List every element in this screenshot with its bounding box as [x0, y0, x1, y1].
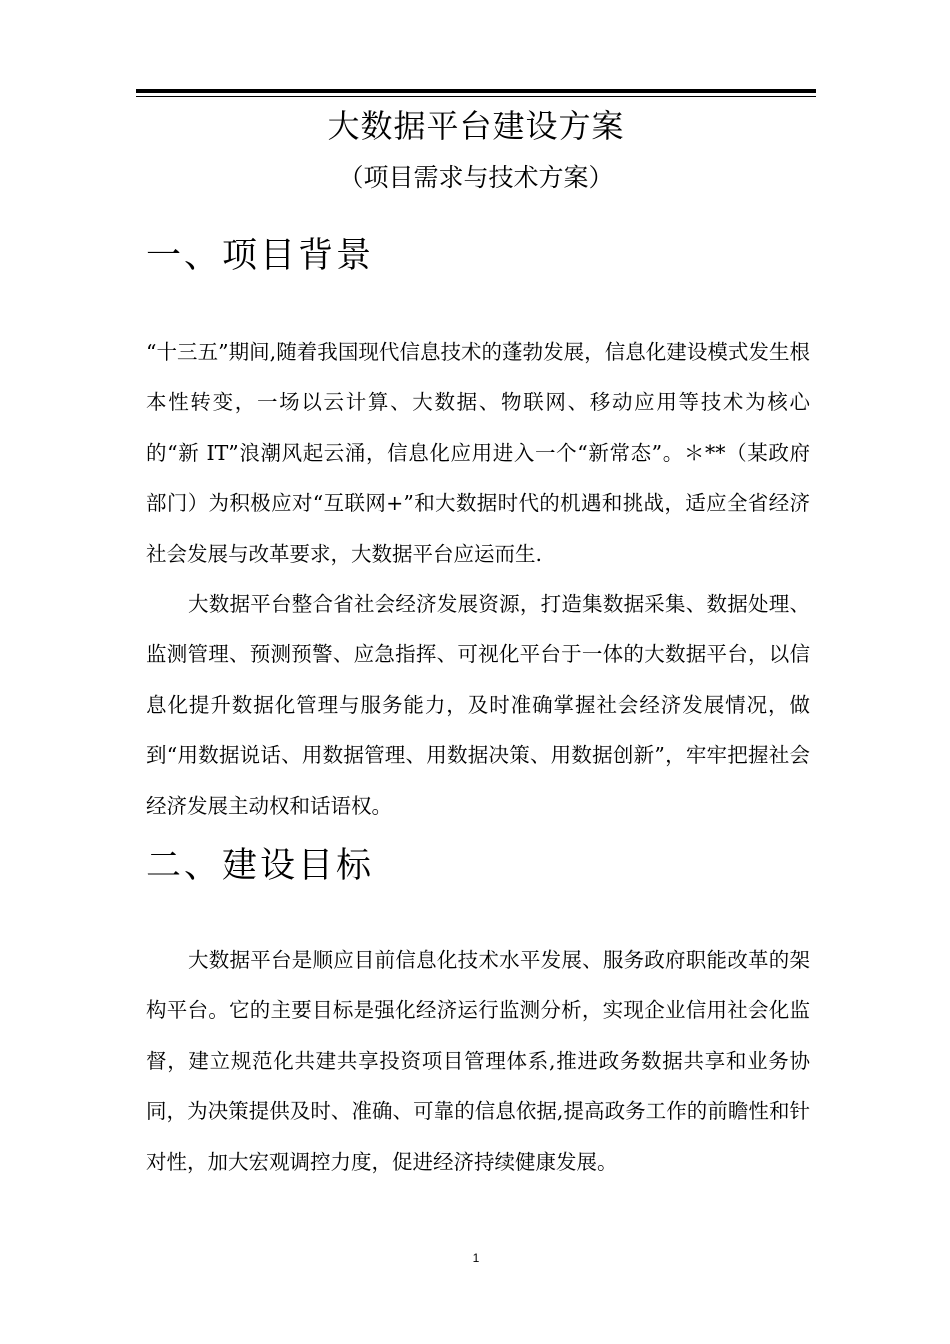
- section-heading-background: 一、项目背景: [146, 236, 375, 276]
- document-subtitle: （项目需求与技术方案）: [338, 163, 614, 192]
- header-rule-thick: [136, 89, 816, 93]
- background-paragraph-1: “十三五”期间,随着我国现代信息技术的蓬勃发展，信息化建设模式发生根本性转变，一场以云计算、大数据、物联网、移动应用等技术为核心的“新 IT”浪潮风起云涌，信息化应用进入一个“新常态”。＊**（某政府部门）为积极应对“互联网+”和大数据时代的机遇和挑战，适应全省经济社会发展与改革要求，大数据平台应运而生.: [146, 340, 810, 566]
- header-rule-thin: [136, 96, 816, 97]
- goals-paragraph-1: 大数据平台是顺应目前信息化技术水平发展、服务政府职能改革的架构平台。它的主要目标是强化经济运行监测分析，实现企业信用社会化监督，建立规范化共建共享投资项目管理体系,推进政务数据共享和业务协同，为决策提供及时、准确、可靠的信息依据,提高政务工作的前瞻性和针对性，加大宏观调控力度，促进经济持续健康发展。: [146, 948, 810, 1174]
- document-title: 大数据平台建设方案: [327, 107, 625, 145]
- background-paragraph-2: 大数据平台整合省社会经济发展资源，打造集数据采集、数据处理、监测管理、预测预警、应急指挥、可视化平台于一体的大数据平台，以信息化提升数据化管理与服务能力，及时准确掌握社会经济发展情况，做到“用数据说话、用数据管理、用数据决策、用数据创新”，牢牢把握社会经济发展主动权和话语权。: [146, 592, 810, 818]
- section-heading-goals: 二、建设目标: [146, 846, 375, 886]
- page-number: 1: [472, 1251, 480, 1265]
